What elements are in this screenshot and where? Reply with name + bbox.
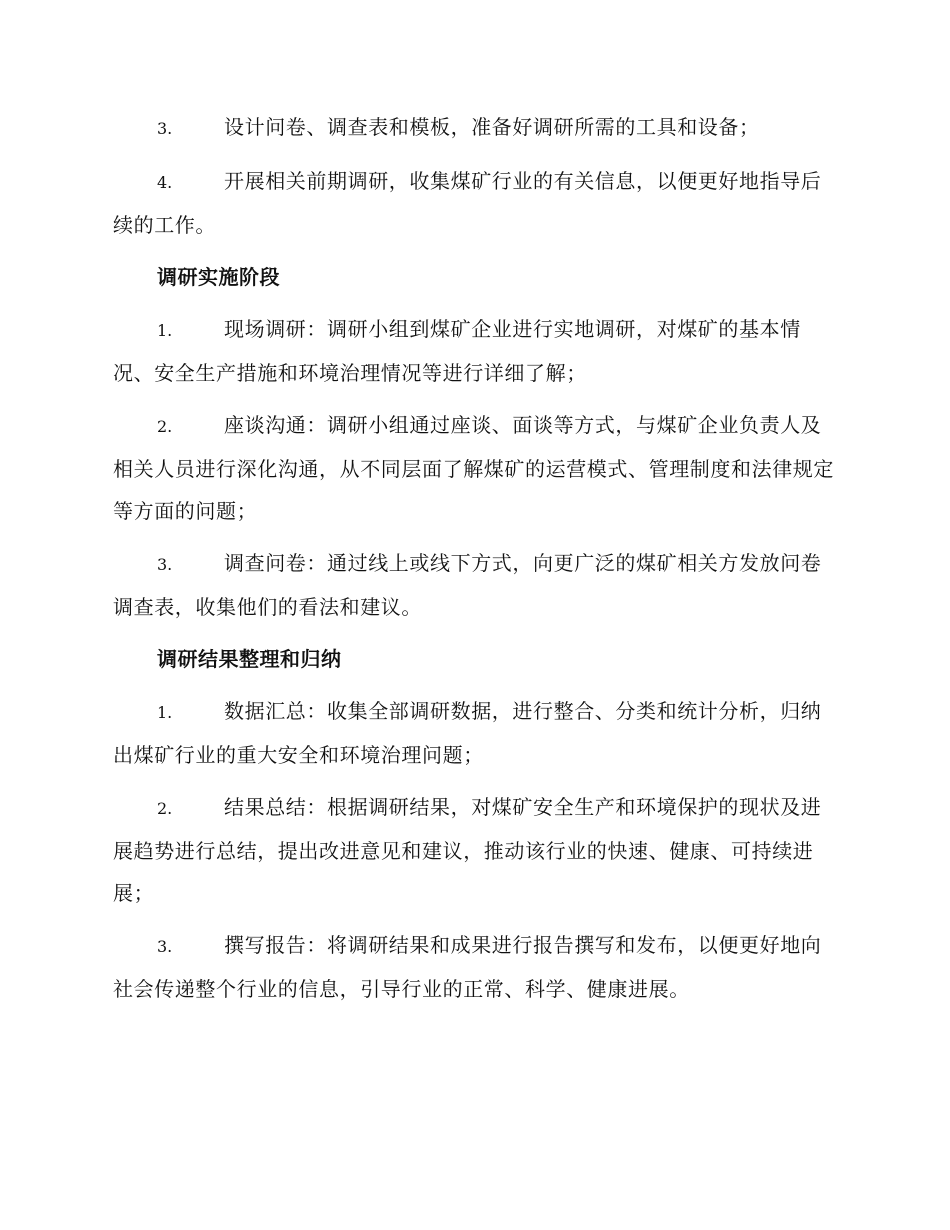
list-item [113, 160, 835, 246]
section-heading: 调研结果整理和归纳 [157, 647, 342, 671]
list-item-number: 2. [157, 799, 173, 818]
list-item [113, 542, 835, 628]
list-item-number: 3. [157, 119, 173, 138]
list-item-text: 结果总结：根据调研结果，对煤矿安全生产和环境保护的现状及进展趋势进行总结，提出改进意见和建议，推动该行业的快速、健康、可持续进展； [113, 795, 822, 905]
list-item [113, 786, 835, 914]
list-item-number: 4. [157, 173, 173, 192]
list-item-text: 撰写报告：将调研结果和成果进行报告撰写和发布，以便更好地向社会传递整个行业的信息，引导行业的正常、科学、健康进展。 [113, 933, 822, 1001]
list-item-text: 开展相关前期调研，收集煤矿行业的有关信息，以便更好地指导后续的工作。 [113, 169, 822, 237]
list-item-number: 3. [157, 937, 173, 956]
list-item [113, 106, 835, 150]
list-item-text: 设计问卷、调查表和模板，准备好调研所需的工具和设备； [224, 115, 760, 139]
list-item-number: 2. [157, 417, 173, 436]
document-body [113, 106, 835, 1020]
list-item-number: 1. [157, 703, 173, 722]
list-item [113, 690, 835, 776]
section-heading: 调研实施阶段 [157, 265, 280, 289]
list-item-text: 调查问卷：通过线上或线下方式，向更广泛的煤矿相关方发放问卷调查表，收集他们的看法和建议。 [113, 551, 822, 619]
list-item-text: 数据汇总：收集全部调研数据，进行整合、分类和统计分析，归纳出煤矿行业的重大安全和环境治理问题； [113, 699, 822, 767]
list-item [113, 308, 835, 394]
list-item-text: 座谈沟通：调研小组通过座谈、面谈等方式，与煤矿企业负责人及相关人员进行深化沟通，从不同层面了解煤矿的运营模式、管理制度和法律规定等方面的问题； [113, 413, 834, 523]
list-item [113, 924, 835, 1010]
list-item [113, 404, 835, 532]
list-item-text: 现场调研：调研小组到煤矿企业进行实地调研，对煤矿的基本情况、安全生产措施和环境治理情况等进行详细了解； [113, 317, 801, 385]
list-item-number: 1. [157, 321, 173, 340]
list-item-number: 3. [157, 555, 173, 574]
